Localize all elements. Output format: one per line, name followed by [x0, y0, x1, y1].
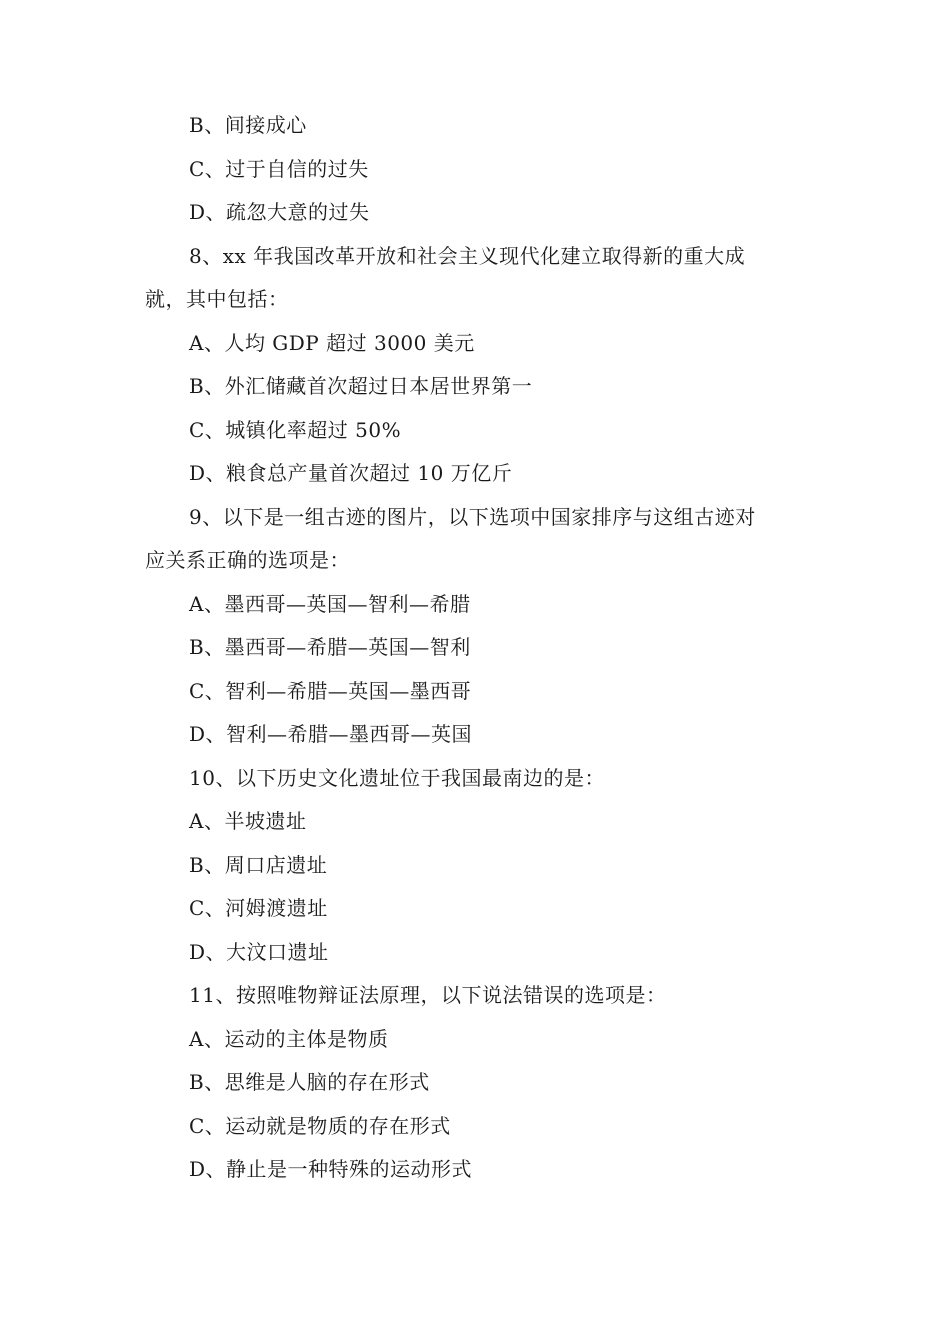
q10-option-b: B、周口店遗址	[189, 852, 328, 877]
q10-option-d: D、大汶口遗址	[189, 939, 329, 964]
q11-option-b: B、思维是人脑的存在形式	[189, 1070, 430, 1094]
q9-stem-line1: 9、以下是一组古迹的图片，以下选项中国家排序与这组古迹对	[189, 504, 756, 529]
q11-option-c: C、运动就是物质的存在形式	[189, 1113, 451, 1138]
q11-option-d: D、静止是一种特殊的运动形式	[189, 1157, 473, 1181]
q10-option-c: C、河姆渡遗址	[189, 896, 328, 920]
q9-option-c: C、智利—希腊—英国—墨西哥	[189, 678, 472, 703]
q7-option-c: C、过于自信的过失	[189, 156, 369, 181]
q9-stem-line2: 应关系正确的选项是：	[145, 548, 350, 572]
document-body	[145, 104, 810, 1192]
q8-option-d: D、粮食总产量首次超过 10 万亿斤	[189, 461, 513, 485]
q9-option-b: B、墨西哥—希腊—英国—智利	[189, 635, 471, 659]
q8-stem-line1: 8、xx 年我国改革开放和社会主义现代化建立取得新的重大成	[189, 243, 746, 268]
q8-stem-line2: 就，其中包括：	[145, 287, 289, 311]
q9-option-a: A、墨西哥—英国—智利—希腊	[189, 591, 471, 616]
q8-option-a: A、人均 GDP 超过 3000 美元	[189, 330, 475, 355]
q9-option-d: D、智利—希腊—墨西哥—英国	[189, 722, 473, 746]
q10-option-a: A、半坡遗址	[189, 809, 307, 833]
q10-stem: 10、以下历史文化遗址位于我国最南边的是：	[189, 765, 605, 790]
q7-option-b: B、间接成心	[189, 113, 307, 137]
q11-stem: 11、按照唯物辩证法原理，以下说法错误的选项是：	[189, 983, 667, 1007]
q8-option-b: B、外汇储藏首次超过日本居世界第一	[189, 374, 533, 398]
q7-option-d: D、疏忽大意的过失	[189, 200, 370, 224]
q11-option-a: A、运动的主体是物质	[189, 1026, 389, 1051]
q8-option-c: C、城镇化率超过 50%	[189, 417, 402, 442]
